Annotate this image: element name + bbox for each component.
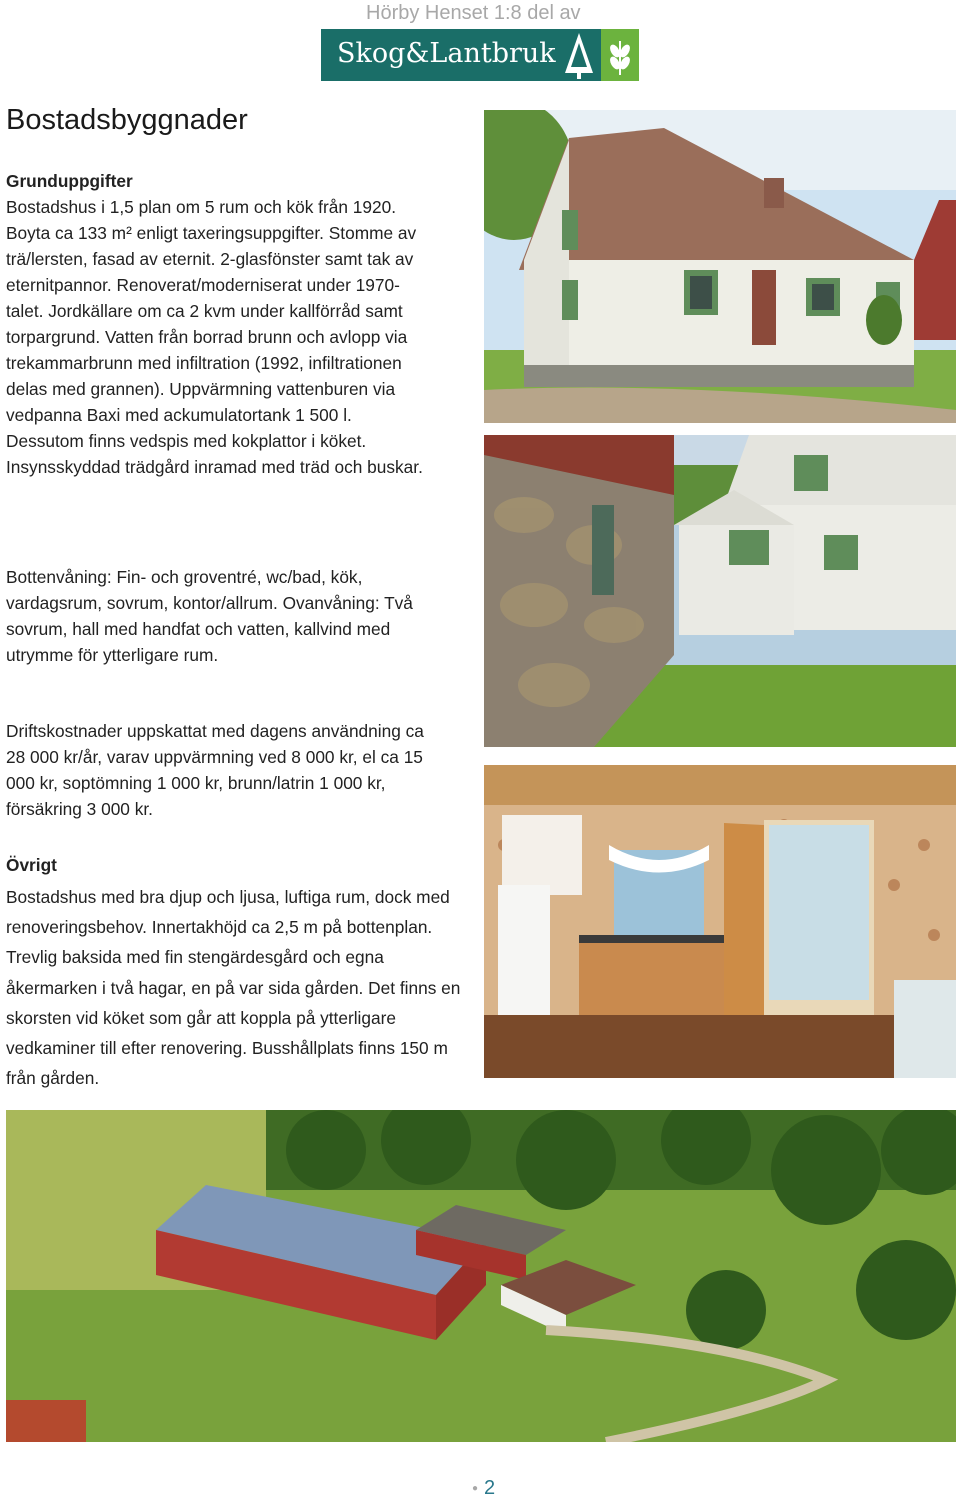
- floors-text: Bottenvåning: Fin- och groventré, wc/bad, kök, vardagsrum, sovrum, kontor/allrum. Ovanvåning: Två sovrum, hall med handfat och vatten, kallvind med utrymme för ytterligare rum.: [6, 567, 413, 665]
- kitchen-photo: [484, 765, 956, 1078]
- logo: [321, 29, 639, 81]
- bullet-icon: ●: [472, 1483, 479, 1495]
- grunduppgifter-section: [6, 168, 426, 480]
- costs-text: Driftskostnader uppskattat med dagens användning ca 28 000 kr/år, varav uppvärmning ved 8 000 kr, el ca 15 000 kr, soptömning 1 000 kr, brunn/latrin 1 000 kr, försäkring 3 000 kr.: [6, 721, 424, 819]
- page-number: [472, 1477, 495, 1500]
- page-title: Bostadsbyggnader: [6, 104, 248, 136]
- aerial-farm-photo: [6, 1110, 956, 1442]
- header-title: Hörby Henset 1:8 del av: [366, 2, 581, 24]
- tree-icon: [559, 29, 599, 81]
- grunduppgifter-text: Bostadshus i 1,5 plan om 5 rum och kök från 1920. Boyta ca 133 m² enligt taxeringsuppgifter. Stomme av trä/lersten, fasad av eternit. 2-glasfönster samt tak av eternitpannor. Renoverat/moderniserat under 1970-talet. Jordkällare om ca 2 kvm under kallförråd samt torpargrund. Vatten från borrad brunn och avlopp via trekammarbrunn med infiltration (1992, infiltrationen delas med grannen). Uppvärmning vattenburen via vedpanna Baxi med ackumulatortank 1 500 l. Dessutom finns vedspis med kokplattor i köket. Insynsskyddad trädgård inramad med träd och buskar.: [6, 197, 423, 477]
- page-number-value: 2: [484, 1477, 496, 1499]
- stone-wall-photo: [484, 435, 956, 747]
- ovrigt-heading: Övrigt: [6, 855, 57, 875]
- grunduppgifter-heading: Grunduppgifter: [6, 171, 133, 191]
- ovrigt-text: Bostadshus med bra djup och ljusa, luftiga rum, dock med renoveringsbehov. Innertakhöjd ca 2,5 m på bottenplan. Trevlig baksida med fin stengärdesgård och egna åkermarken i två hagar, en på var sida gården. Det finns en skorsten vid köket som går att koppla på ytterligare vedkaminer till efter renovering. Busshållplats finns 150 m från gården.: [6, 887, 461, 1089]
- leaf-icon: [601, 29, 639, 81]
- house-photo: [484, 110, 956, 423]
- logo-text: Skog&Lantbruk: [337, 38, 556, 69]
